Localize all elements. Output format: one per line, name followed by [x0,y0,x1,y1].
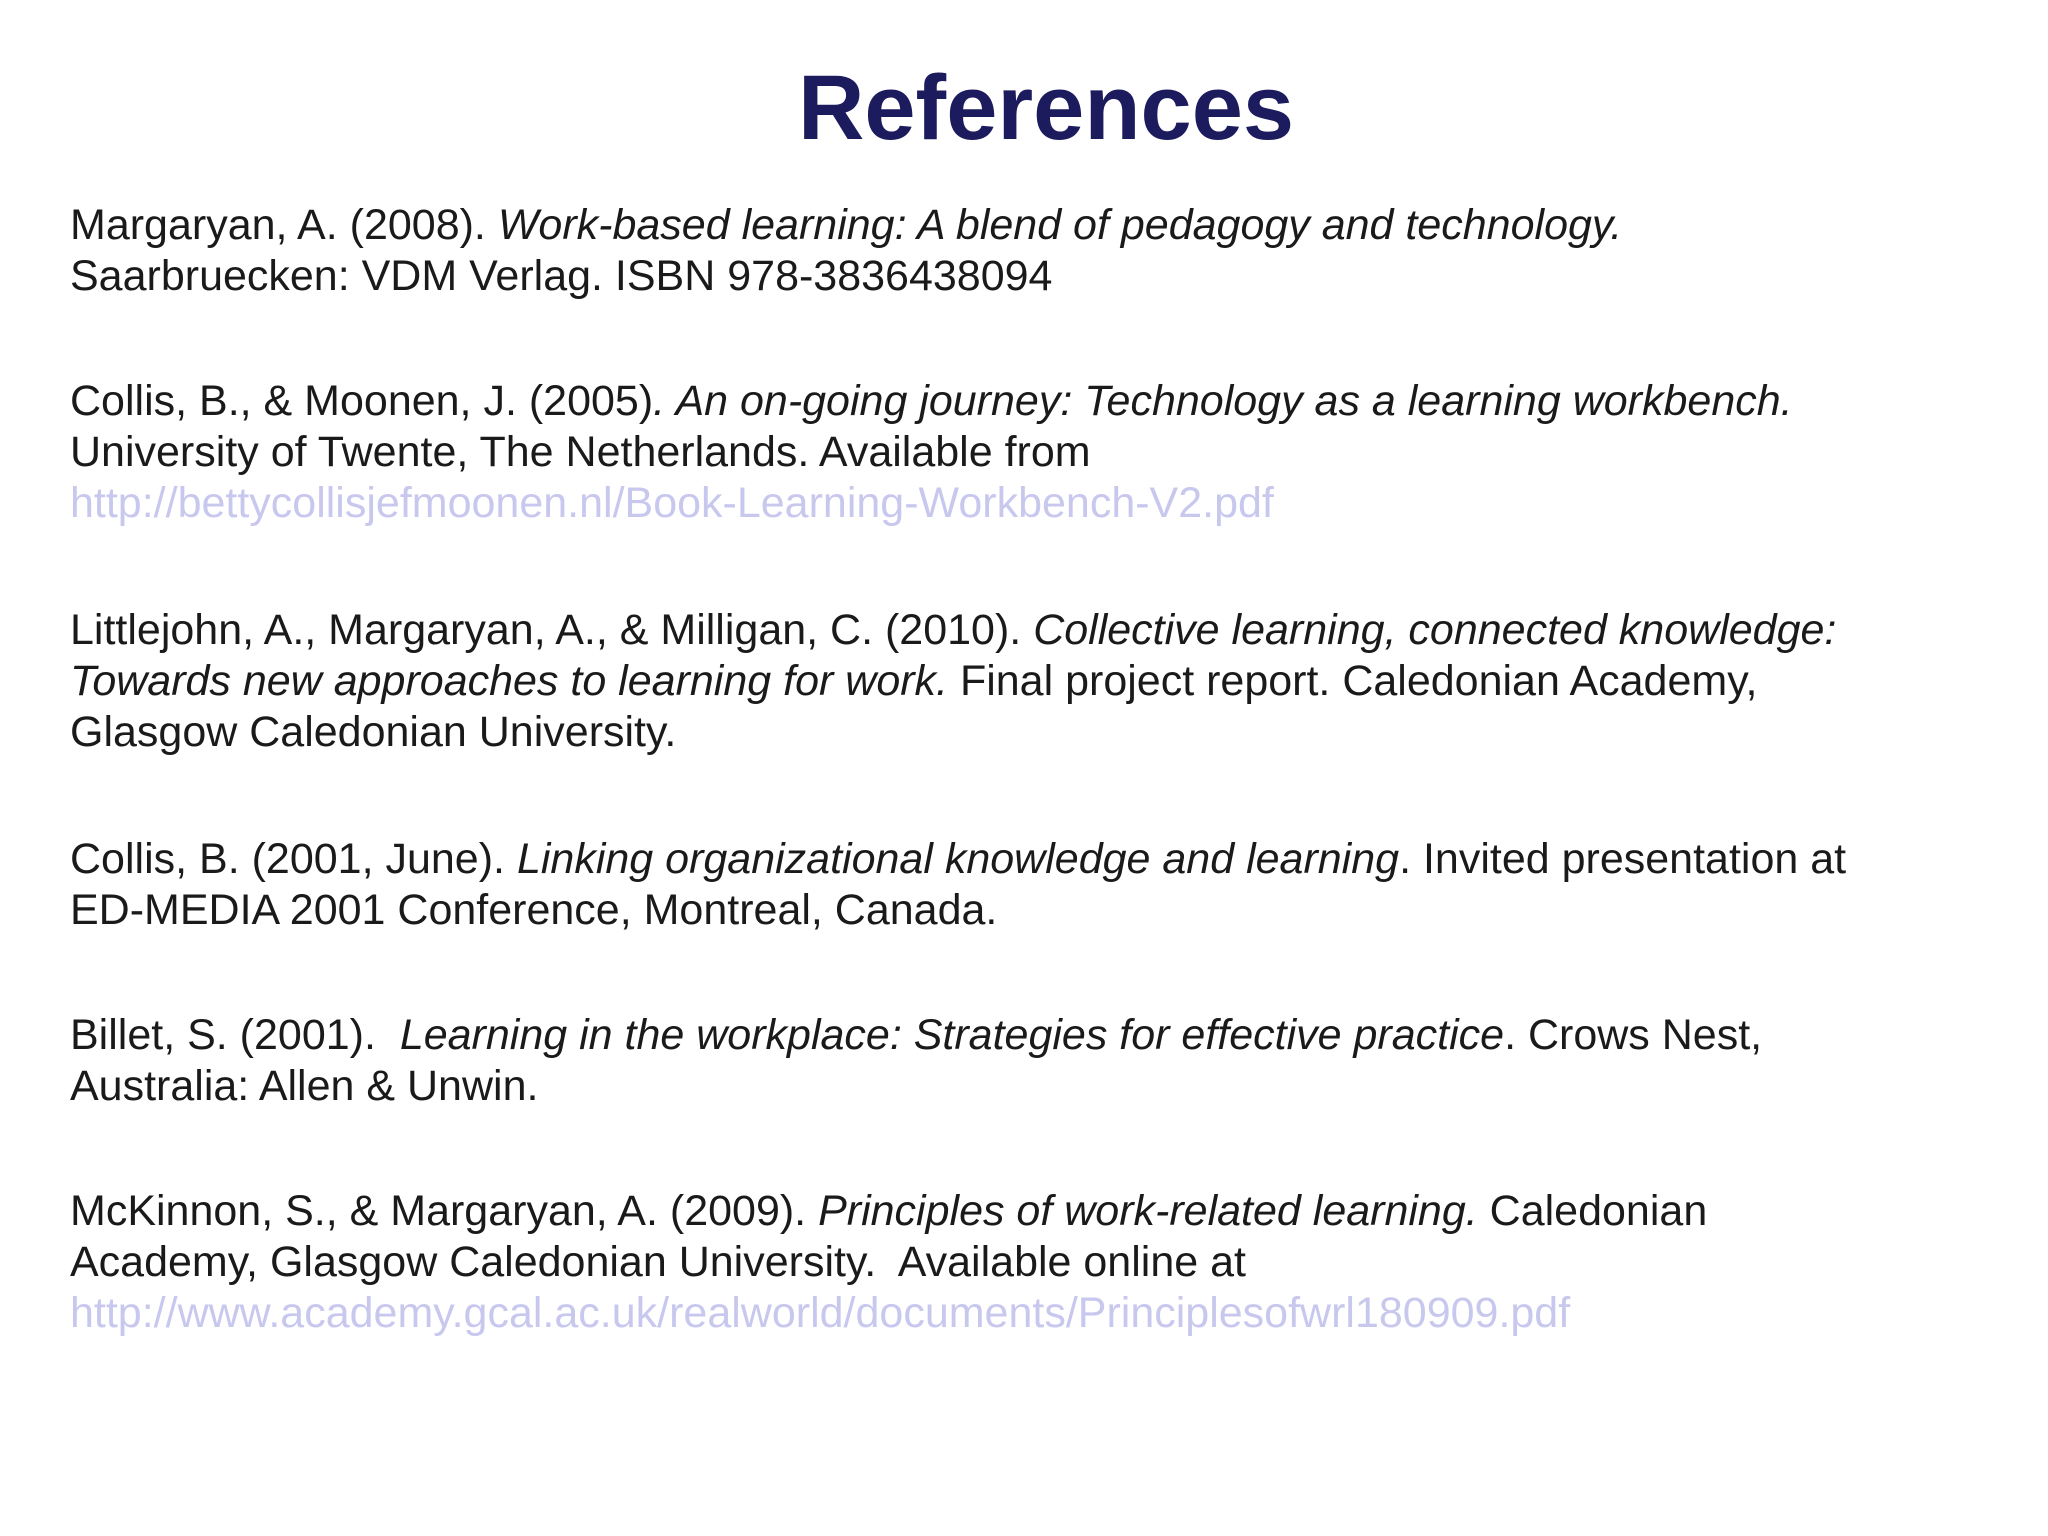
reference-text: Saarbruecken: VDM Verlag. ISBN 978-3836438094 [70,252,1053,300]
reference-item [70,834,1846,936]
reference-line [70,427,1793,478]
reference-link[interactable]: http://www.academy.gcal.ac.uk/realworld/documents/Principlesofwrl180909.pdf [70,1289,1571,1337]
reference-text: McKinnon, S., & Margaryan, A. (2009). [70,1187,819,1235]
reference-line [70,885,1846,936]
reference-title: Principles of work-related learning. [818,1187,1478,1235]
reference-text: Glasgow Caledonian University. [70,708,677,756]
reference-item [70,1010,1762,1112]
reference-text: ED-MEDIA 2001 Conference, Montreal, Canada. [70,886,998,934]
reference-title: Collective learning, connected knowledge: [1033,606,1837,654]
reference-text: University of Twente, The Netherlands. Available from [70,428,1091,476]
reference-text: . Crows Nest, [1504,1011,1763,1059]
reference-item [70,1186,1707,1339]
reference-line [70,251,1622,302]
reference-item [70,376,1793,529]
reference-title: Learning in the workplace: Strategies for effective practice [399,1011,1505,1059]
reference-line [70,656,1836,707]
reference-title: Linking organizational knowledge and learning [516,835,1400,883]
reference-title: Work-based learning: A blend of pedagogy and technology. [497,201,1623,249]
reference-text: Caledonian [1477,1187,1708,1235]
reference-text: Margaryan, A. (2008). [70,201,498,249]
reference-text: Final project report. Caledonian Academy, [948,657,1758,705]
reference-text: Collis, B. (2001, June). [70,835,517,883]
reference-line [70,200,1622,251]
slide-title: References [797,57,1295,159]
reference-text: Academy, Glasgow Caledonian University. Available online at [70,1238,1246,1286]
reference-text: Australia: Allen & Unwin. [70,1062,539,1110]
reference-line [70,1186,1707,1237]
reference-item [70,605,1836,758]
reference-line [70,1010,1762,1061]
reference-line [70,1061,1762,1112]
reference-text: Littlejohn, A., Margaryan, A., & Milligan, C. (2010). [70,606,1034,654]
reference-link[interactable]: http://bettycollisjefmoonen.nl/Book-Learning-Workbench-V2.pdf [70,479,1274,527]
reference-text: Collis, B., & Moonen, J. (2005) [70,377,654,425]
reference-line [70,1237,1707,1288]
reference-line [70,605,1836,656]
reference-line [70,376,1793,427]
reference-text: . Invited presentation at [1399,835,1847,883]
reference-line [70,834,1846,885]
reference-title: Towards new approaches to learning for work. [70,657,948,705]
reference-line [70,707,1836,758]
reference-text: Billet, S. (2001). [70,1011,400,1059]
reference-item [70,200,1622,302]
reference-title: . An on-going journey: Technology as a learning workbench. [653,377,1793,425]
